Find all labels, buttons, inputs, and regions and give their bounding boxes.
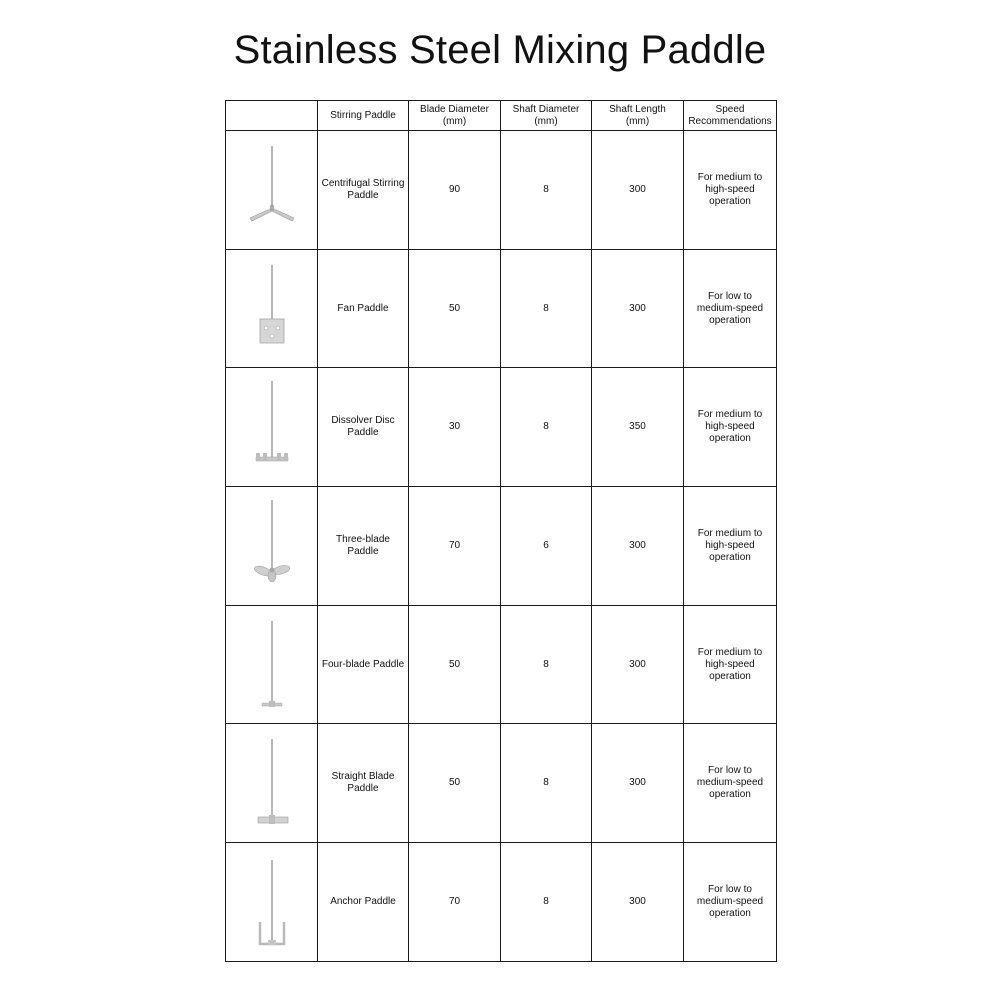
speed-recommendation: For low to medium-speed operation [684, 249, 777, 368]
paddle-image-cell [226, 605, 318, 724]
shaft-diameter: 8 [501, 368, 592, 487]
shaft-length: 300 [592, 487, 684, 606]
speed-recommendation: For medium to high-speed operation [684, 368, 777, 487]
paddle-spec-table [225, 100, 777, 962]
anchor-paddle-icon [242, 852, 302, 952]
paddle-image-cell [226, 724, 318, 843]
four-blade-paddle-icon [242, 615, 302, 715]
paddle-name: Anchor Paddle [318, 843, 409, 962]
table-row [226, 249, 777, 368]
paddle-image-cell [226, 249, 318, 368]
blade-diameter: 70 [409, 487, 501, 606]
paddle-name: Centrifugal Stirring Paddle [318, 131, 409, 250]
paddle-name: Three-blade Paddle [318, 487, 409, 606]
paddle-image-cell [226, 131, 318, 250]
blade-diameter: 50 [409, 605, 501, 724]
table-row [226, 605, 777, 724]
speed-recommendation: For medium to high-speed operation [684, 605, 777, 724]
centrifugal-paddle-icon [242, 140, 302, 240]
blade-diameter: 90 [409, 131, 501, 250]
paddle-image-cell [226, 368, 318, 487]
dissolver-disc-paddle-icon [242, 377, 302, 477]
table-row [226, 487, 777, 606]
header-blade-diameter: Blade Diameter (mm) [409, 101, 501, 131]
paddle-name: Straight Blade Paddle [318, 724, 409, 843]
page-title: Stainless Steel Mixing Paddle [233, 28, 767, 72]
header-shaft-diameter: Shaft Diameter (mm) [501, 101, 592, 131]
shaft-length: 300 [592, 249, 684, 368]
table-row [226, 724, 777, 843]
paddle-image-cell [226, 843, 318, 962]
three-blade-paddle-icon [242, 496, 302, 596]
header-stirring-paddle: Stirring Paddle [318, 101, 409, 131]
shaft-length: 300 [592, 131, 684, 250]
paddle-name: Fan Paddle [318, 249, 409, 368]
straight-blade-paddle-icon [242, 733, 302, 833]
shaft-length: 300 [592, 605, 684, 724]
table-row [226, 843, 777, 962]
shaft-diameter: 8 [501, 724, 592, 843]
shaft-length: 350 [592, 368, 684, 487]
speed-recommendation: For medium to high-speed operation [684, 131, 777, 250]
speed-recommendation: For low to medium-speed operation [684, 724, 777, 843]
speed-recommendation: For medium to high-speed operation [684, 487, 777, 606]
paddle-image-cell [226, 487, 318, 606]
shaft-diameter: 6 [501, 487, 592, 606]
header-speed: Speed Recommendations [684, 101, 777, 131]
shaft-diameter: 8 [501, 843, 592, 962]
shaft-diameter: 8 [501, 605, 592, 724]
paddle-name: Dissolver Disc Paddle [318, 368, 409, 487]
speed-recommendation: For low to medium-speed operation [684, 843, 777, 962]
header-image [226, 101, 318, 131]
blade-diameter: 70 [409, 843, 501, 962]
fan-paddle-icon [242, 259, 302, 359]
header-shaft-length: Shaft Length (mm) [592, 101, 684, 131]
paddle-name: Four-blade Paddle [318, 605, 409, 724]
shaft-diameter: 8 [501, 249, 592, 368]
blade-diameter: 30 [409, 368, 501, 487]
shaft-length: 300 [592, 724, 684, 843]
blade-diameter: 50 [409, 724, 501, 843]
table-header-row [226, 101, 777, 131]
table-row [226, 131, 777, 250]
shaft-diameter: 8 [501, 131, 592, 250]
table-row [226, 368, 777, 487]
blade-diameter: 50 [409, 249, 501, 368]
shaft-length: 300 [592, 843, 684, 962]
